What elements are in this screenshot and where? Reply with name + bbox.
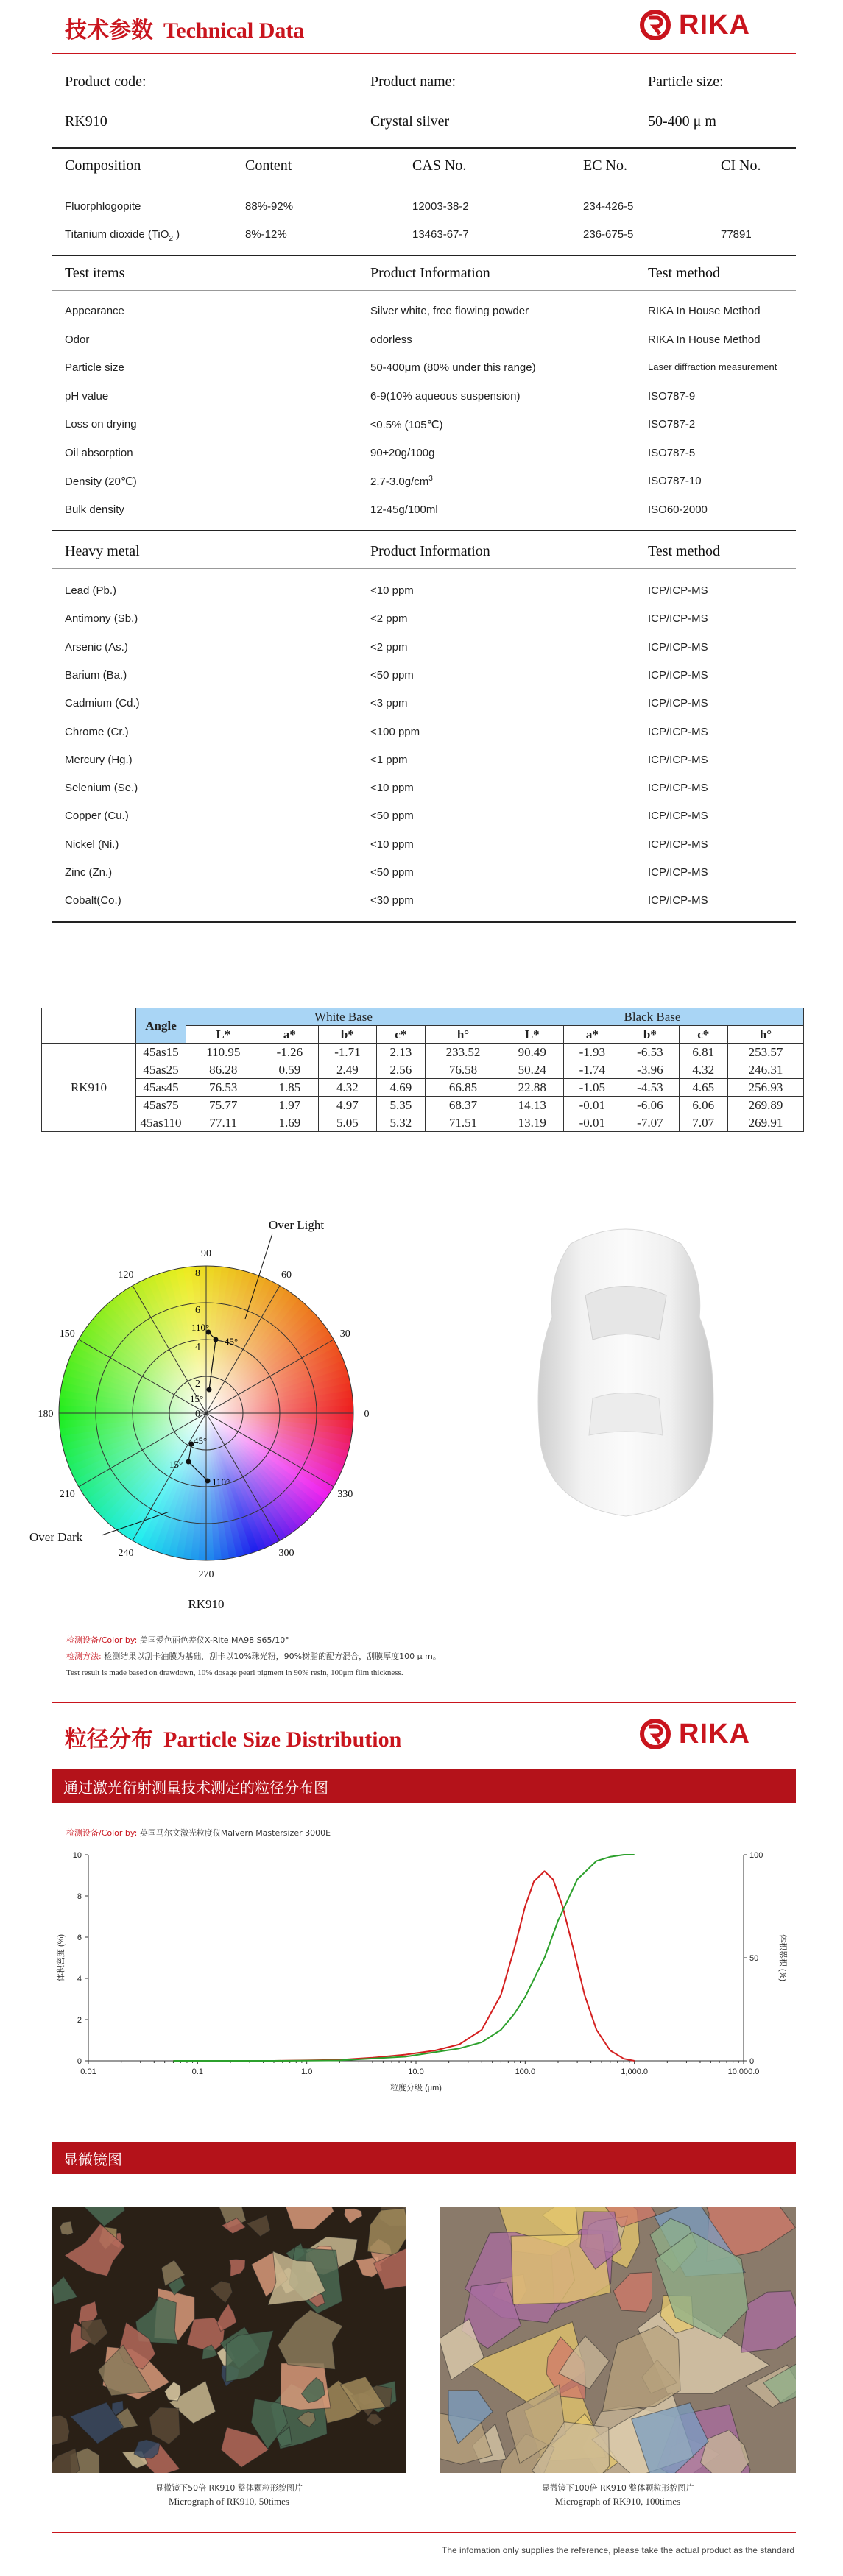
content-header: Content <box>245 158 292 174</box>
test-info: 90±20g/100g <box>370 446 435 459</box>
test-info: Silver white, free flowing powder <box>370 305 529 317</box>
angle-cell: 45as110 <box>136 1114 186 1132</box>
heavy-metal-limit: <30 ppm <box>370 894 414 907</box>
wheel-angle-tick: 300 <box>278 1547 294 1559</box>
wheel-angle-tick: 90 <box>201 1248 211 1259</box>
heavy-metal-method: ICP/ICP-MS <box>648 838 708 851</box>
wheel-angle-tick: 0 <box>364 1409 370 1420</box>
black-base-value: 7.07 <box>679 1114 727 1132</box>
heavy-metal-item: Lead (Pb.) <box>65 584 117 597</box>
heavy-metal-method: ICP/ICP-MS <box>648 612 708 626</box>
color-col-header: b* <box>319 1026 377 1044</box>
dark-point-110 <box>205 1479 211 1484</box>
test-method-header: Test method <box>648 265 721 281</box>
black-base-value: 50.24 <box>501 1061 563 1079</box>
white-base-value: 76.53 <box>186 1079 261 1097</box>
white-base-value: 4.69 <box>376 1079 425 1097</box>
angle-header: Angle <box>136 1008 186 1044</box>
dark-point-45-label: 45° <box>194 1435 208 1446</box>
test-notes: 检测设备/Color by: 美国爱色丽色差仪X-Rite MA98 S65/10° 检测方法: 检测结果以刮卡油膜为基础，刮卡以10%珠光粉，90%树脂的配方混合，刮膜厚度100 μ m。 Test result is made based on drawdown, 10% dosage pearl pigment in 90% resin, 100μm film thickness. <box>66 1635 441 1677</box>
white-base-value: 86.28 <box>186 1061 261 1079</box>
micrograph-50x-caption: 显微镜下50倍 RK910 整体颗粒形貌图片 Micrograph of RK910, 50times <box>155 2483 303 2507</box>
wheel-angle-tick: 330 <box>337 1489 353 1500</box>
heavy-metal-item: Chrome (Cr.) <box>65 725 129 738</box>
section-divider <box>52 1702 796 1703</box>
black-base-value: 253.57 <box>727 1044 803 1061</box>
color-col-header: L* <box>186 1026 261 1044</box>
header-divider <box>52 53 796 54</box>
white-base-value: 2.13 <box>376 1044 425 1061</box>
white-base-value: 75.77 <box>186 1097 261 1114</box>
color-col-header: b* <box>621 1026 680 1044</box>
heavy-metal-limit: <50 ppm <box>370 668 414 682</box>
angle-cell: 45as15 <box>136 1044 186 1061</box>
heavy-metal-limit: <1 ppm <box>370 753 408 766</box>
table-row <box>42 1079 804 1097</box>
heavy-metal-method: ICP/ICP-MS <box>648 810 708 823</box>
micrograph-50x <box>52 2207 406 2473</box>
black-base-value: -0.01 <box>563 1097 621 1114</box>
white-base-value: 76.58 <box>425 1061 501 1079</box>
x-tick-label: 1.0 <box>301 2067 313 2076</box>
heavy-metal-method: ICP/ICP-MS <box>648 584 708 597</box>
heavy-metal-limit: <10 ppm <box>370 838 414 851</box>
micrograph-100x <box>440 2207 796 2473</box>
title-en: Technical Data <box>163 18 305 43</box>
composition-cas: 13463-67-7 <box>412 228 469 241</box>
white-base-value: 5.32 <box>376 1114 425 1132</box>
y2-tick-label: 100 <box>749 1851 763 1860</box>
heavy-metal-method: ICP/ICP-MS <box>648 697 708 710</box>
y-tick-label: 6 <box>77 1933 82 1942</box>
light-point-45-label: 45° <box>225 1336 239 1347</box>
heavy-metal-method: ICP/ICP-MS <box>648 753 708 766</box>
x-tick-label: 0.01 <box>80 2067 96 2076</box>
black-base-value: 4.32 <box>679 1061 727 1079</box>
page-title <box>65 12 304 44</box>
heavy-metal-item: Barium (Ba.) <box>65 668 127 682</box>
light-point-110-label: 110° <box>191 1322 210 1333</box>
y2-axis-label: 体积累积 (%) <box>778 1933 787 1982</box>
dark-point-15 <box>186 1459 191 1465</box>
product-name-value: Crystal silver <box>370 113 450 130</box>
color-col-header: a* <box>563 1026 621 1044</box>
color-col-header: L* <box>501 1026 563 1044</box>
density-unit-sup: 3 <box>428 475 433 483</box>
table-row <box>42 1114 804 1132</box>
heavy-metal-item: Cobalt(Co.) <box>65 894 121 907</box>
y2-tick-label: 0 <box>749 2057 755 2066</box>
wheel-angle-tick: 30 <box>339 1328 350 1340</box>
color-col-header: c* <box>376 1026 425 1044</box>
rika-logo: RIKA <box>639 1718 750 1750</box>
particle-size-value: 50-400 μ m <box>648 113 716 130</box>
divider <box>52 147 796 149</box>
wheel-radial-tick: 6 <box>195 1305 200 1316</box>
test-info: ≤0.5% (105℃) <box>370 419 443 431</box>
heavy-metal-item: Cadmium (Cd.) <box>65 697 140 710</box>
title-cn: 技术参数 <box>65 18 153 43</box>
rika-logo <box>639 9 750 41</box>
wheel-radial-tick: 2 <box>195 1379 200 1390</box>
heavy-metal-method: ICP/ICP-MS <box>648 894 708 907</box>
composition-ec: 234-426-5 <box>583 200 634 213</box>
black-base-value: 14.13 <box>501 1097 563 1114</box>
black-base-value: 6.06 <box>679 1097 727 1114</box>
black-base-value: 269.89 <box>727 1097 803 1114</box>
product-info-header: Product Information <box>370 543 490 559</box>
white-base-value: 0.59 <box>261 1061 319 1079</box>
wheel-angle-tick: 210 <box>59 1489 75 1500</box>
heavy-metal-limit: <50 ppm <box>370 810 414 823</box>
wheel-angle-tick: 60 <box>281 1270 292 1281</box>
over-dark-label: Over Dark <box>29 1530 83 1544</box>
test-method-header: Test method <box>648 543 721 559</box>
wheel-product-label: RK910 <box>188 1597 225 1611</box>
psd-chart <box>52 1847 796 2112</box>
product-cell: RK910 <box>42 1044 136 1132</box>
heavy-metal-limit: <3 ppm <box>370 697 408 710</box>
heavy-metal-header: Heavy metal <box>65 543 140 559</box>
heavy-metal-limit: <10 ppm <box>370 782 414 795</box>
light-point-15-label: 15° <box>190 1393 204 1404</box>
test-method: ISO60-2000 <box>648 503 708 516</box>
color-measurement-table <box>41 1008 804 1132</box>
y-axis-label: 体积密度 (%) <box>57 1933 66 1982</box>
test-item: Odor <box>65 333 90 346</box>
ec-header: EC No. <box>583 158 627 174</box>
divider <box>52 290 796 291</box>
product-info-header: Product Information <box>370 265 490 281</box>
color-col-header: h° <box>727 1026 803 1044</box>
composition-cas: 12003-38-2 <box>412 200 469 213</box>
test-item: pH value <box>65 389 109 403</box>
wheel-radial-tick: 4 <box>195 1342 200 1353</box>
rika-logo-icon <box>639 9 671 41</box>
composition-ec: 236-675-5 <box>583 228 634 241</box>
white-base-value: 4.97 <box>319 1097 377 1114</box>
test-item: Bulk density <box>65 503 124 516</box>
y-tick-label: 2 <box>77 2016 82 2025</box>
black-base-value: -1.93 <box>563 1044 621 1061</box>
heavy-metal-item: Copper (Cu.) <box>65 810 129 823</box>
test-item: Appearance <box>65 305 124 317</box>
white-base-value: -1.26 <box>261 1044 319 1061</box>
heavy-metal-limit: <2 ppm <box>370 612 408 626</box>
y-tick-label: 4 <box>77 1975 82 1984</box>
heavy-metal-item: Selenium (Se.) <box>65 782 138 795</box>
black-base-value: 22.88 <box>501 1079 563 1097</box>
black-base-value: 90.49 <box>501 1044 563 1061</box>
composition-ci: 77891 <box>721 228 752 241</box>
black-base-value: 246.31 <box>727 1061 803 1079</box>
black-base-header: Black Base <box>501 1008 803 1026</box>
test-method: ISO787-10 <box>648 475 702 487</box>
psd-banner: 通过激光衍射测量技术测定的粒径分布图 <box>52 1769 796 1803</box>
product-name-label: Product name: <box>370 74 456 90</box>
angle-cell: 45as75 <box>136 1097 186 1114</box>
black-base-value: -6.06 <box>621 1097 680 1114</box>
x-tick-label: 10,000.0 <box>727 2067 760 2076</box>
heavy-metal-item: Zinc (Zn.) <box>65 866 113 879</box>
product-code-value: RK910 <box>65 113 107 130</box>
black-base-value: -0.01 <box>563 1114 621 1132</box>
divider <box>52 530 796 531</box>
dark-point-15-label: 15° <box>169 1459 183 1470</box>
white-base-value: 77.11 <box>186 1114 261 1132</box>
white-base-value: 110.95 <box>186 1044 261 1061</box>
black-base-value: -7.07 <box>621 1114 680 1132</box>
heavy-metal-method: ICP/ICP-MS <box>648 725 708 738</box>
test-info: odorless <box>370 333 412 346</box>
volume-density-line <box>173 1871 634 2061</box>
heavy-metal-method: ICP/ICP-MS <box>648 640 708 654</box>
black-base-value: -1.74 <box>563 1061 621 1079</box>
black-base-value: 256.93 <box>727 1079 803 1097</box>
footer-note: The infomation only supplies the reference, please take the actual product as the standard <box>442 2545 794 2555</box>
test-item: Oil absorption <box>65 446 133 459</box>
wheel-angle-tick: 270 <box>198 1569 214 1580</box>
wheel-radial-tick: 8 <box>195 1268 200 1279</box>
test-info: 50-400μm (80% under this range) <box>370 361 536 374</box>
heavy-metal-limit: <50 ppm <box>370 866 414 879</box>
x-tick-label: 100.0 <box>515 2067 536 2076</box>
ci-header: CI No. <box>721 158 761 174</box>
product-code-label: Product code: <box>65 74 147 90</box>
logo-text: RIKA <box>679 9 750 40</box>
wheel-angle-tick: 240 <box>118 1547 134 1559</box>
heavy-metal-item: Antimony (Sb.) <box>65 612 138 626</box>
x-axis-label: 粒度分级 (μm) <box>390 2084 442 2092</box>
over-light-label: Over Light <box>269 1218 325 1232</box>
white-base-value: 5.35 <box>376 1097 425 1114</box>
divider <box>52 921 796 923</box>
white-base-value: 4.32 <box>319 1079 377 1097</box>
black-base-value: -6.53 <box>621 1044 680 1061</box>
particle-size-label: Particle size: <box>648 74 724 90</box>
y-tick-label: 0 <box>77 2057 82 2066</box>
cumulative-volume-line <box>173 1855 634 2061</box>
table-row <box>42 1061 804 1079</box>
dark-point-110-label: 110° <box>212 1476 230 1487</box>
white-base-value: 5.05 <box>319 1114 377 1132</box>
color-col-header: c* <box>679 1026 727 1044</box>
black-base-value: 269.91 <box>727 1114 803 1132</box>
white-base-value: -1.71 <box>319 1044 377 1061</box>
light-point-15 <box>207 1387 212 1393</box>
heavy-metal-method: ICP/ICP-MS <box>648 668 708 682</box>
footer-divider <box>52 2532 796 2533</box>
cas-header: CAS No. <box>412 158 467 174</box>
white-base-value: 71.51 <box>425 1114 501 1132</box>
white-base-value: 1.69 <box>261 1114 319 1132</box>
heavy-metal-item: Nickel (Ni.) <box>65 838 119 851</box>
heavy-metal-item: Mercury (Hg.) <box>65 753 133 766</box>
white-base-value: 68.37 <box>425 1097 501 1114</box>
black-base-value: 4.65 <box>679 1079 727 1097</box>
x-tick-label: 0.1 <box>191 2067 203 2076</box>
test-info: $2.7-3.0g/cm^3$ <box>370 475 433 488</box>
micrograph-100x-caption: 显微镜下100倍 RK910 整体颗粒形貌图片 Micrograph of RK910, 100times <box>541 2483 694 2507</box>
composition-content: 88%-92% <box>245 200 294 213</box>
test-info: 6-9(10% aqueous suspension) <box>370 389 521 403</box>
black-base-value: -4.53 <box>621 1079 680 1097</box>
heavy-metal-method: ICP/ICP-MS <box>648 782 708 795</box>
table-row <box>42 1097 804 1114</box>
heavy-metal-limit: <10 ppm <box>370 584 414 597</box>
test-items-header: Test items <box>65 265 125 281</box>
divider <box>52 255 796 256</box>
white-base-header: White Base <box>186 1008 501 1026</box>
y2-tick-label: 50 <box>749 1954 759 1963</box>
x-tick-label: 1,000.0 <box>621 2067 649 2076</box>
color-col-header: a* <box>261 1026 319 1044</box>
test-method: ISO787-9 <box>648 389 696 403</box>
white-base-value: 1.97 <box>261 1097 319 1114</box>
table-row <box>42 1044 804 1061</box>
x-tick-label: 10.0 <box>408 2067 424 2076</box>
white-base-value: 233.52 <box>425 1044 501 1061</box>
y-tick-label: 8 <box>77 1892 82 1901</box>
test-method: ISO787-5 <box>648 446 696 459</box>
white-base-value: 2.56 <box>376 1061 425 1079</box>
white-base-value: 2.49 <box>319 1061 377 1079</box>
test-method: RIKA In House Method <box>648 305 761 317</box>
black-base-value: -1.05 <box>563 1079 621 1097</box>
wheel-radial-tick: 0 <box>195 1409 200 1420</box>
car-shape-sample <box>519 1214 733 1524</box>
test-item: Loss on drying <box>65 418 137 431</box>
test-item: Density (20℃) <box>65 475 137 488</box>
rika-logo-icon <box>639 1718 671 1750</box>
test-method: RIKA In House Method <box>648 333 761 346</box>
composition-header: Composition <box>65 158 141 174</box>
heavy-metal-limit: <100 ppm <box>370 725 420 738</box>
angle-cell: 45as45 <box>136 1079 186 1097</box>
psd-title: 粒径分布 Particle Size Distribution <box>65 1727 402 1752</box>
microscope-banner: 显微镜图 <box>52 2142 796 2174</box>
test-method: ISO787-2 <box>648 418 696 431</box>
color-col-header: h° <box>425 1026 501 1044</box>
wheel-angle-tick: 150 <box>59 1328 75 1340</box>
angle-cell: 45as25 <box>136 1061 186 1079</box>
light-point-45 <box>214 1337 219 1342</box>
composition-name: Titanium dioxide (TiO$_2$ ) <box>65 228 180 243</box>
black-base-value: -3.96 <box>621 1061 680 1079</box>
heavy-metal-method: ICP/ICP-MS <box>648 866 708 879</box>
wheel-angle-tick: 120 <box>118 1270 134 1281</box>
test-method: Laser diffraction measurement <box>648 361 777 372</box>
wheel-angle-tick: 180 <box>38 1409 54 1420</box>
black-base-value: 6.81 <box>679 1044 727 1061</box>
test-item: Particle size <box>65 361 124 374</box>
heavy-metal-limit: <2 ppm <box>370 640 408 654</box>
composition-name: Fluorphlogopite <box>65 200 141 213</box>
divider <box>52 568 796 569</box>
psd-instrument: 检测设备/Color by: 英国马尔文激光粒度仪Malvern Mastersizer 3000E <box>66 1828 331 1838</box>
white-base-value: 66.85 <box>425 1079 501 1097</box>
color-wheel-chart <box>15 1207 398 1619</box>
white-base-value: 1.85 <box>261 1079 319 1097</box>
test-info: 12-45g/100ml <box>370 503 438 516</box>
composition-content: 8%-12% <box>245 228 287 241</box>
heavy-metal-item: Arsenic (As.) <box>65 640 128 654</box>
y-tick-label: 10 <box>72 1851 82 1860</box>
black-base-value: 13.19 <box>501 1114 563 1132</box>
